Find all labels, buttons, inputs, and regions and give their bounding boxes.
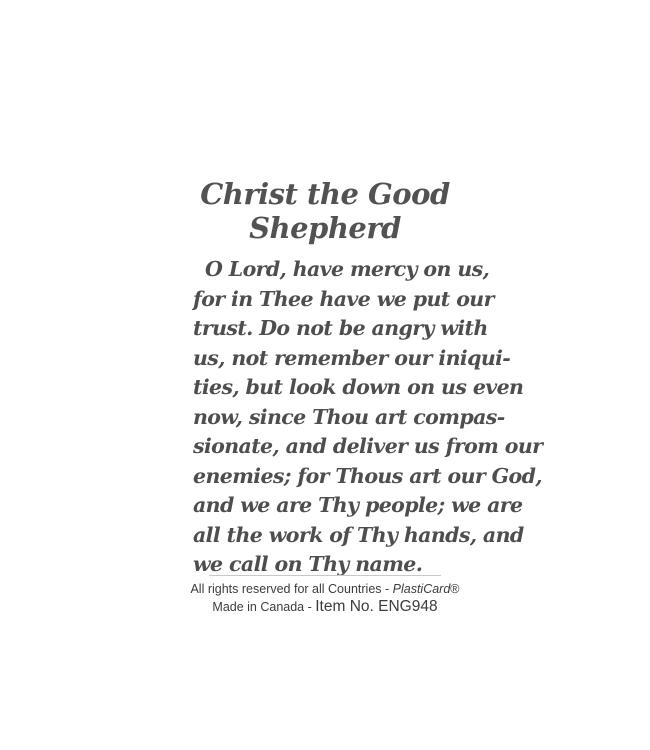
item-info	[0, 597, 650, 617]
card-title-line-1: Christ the Good	[200, 177, 450, 211]
prayer-line: us, not remember our iniqui-	[193, 345, 511, 370]
item-number: Item No. ENG948	[315, 598, 438, 615]
rights-notice	[0, 580, 650, 598]
card-title-line-2: Shepherd	[249, 211, 401, 245]
prayer-line: ties, but look down on us even	[193, 375, 524, 399]
brand-name: PlastiCard	[392, 582, 451, 596]
prayer-line: trust. Do not be angry with	[193, 316, 488, 340]
registered-mark: ®	[450, 582, 460, 596]
prayer-line: enemies; for Thous art our God,	[193, 463, 542, 488]
prayer-line: and we are Thy people; we are	[193, 493, 523, 517]
prayer-line: we call on Thy name.	[193, 552, 423, 576]
footer-divider	[209, 575, 441, 576]
made-in-text: Made in Canada -	[212, 600, 316, 614]
prayer-line: sionate, and deliver us from our	[193, 434, 543, 458]
prayer-text	[193, 255, 543, 580]
prayer-line: now, since Thou art compas-	[193, 404, 505, 429]
prayer-line: O Lord, have mercy on us,	[205, 257, 490, 281]
prayer-line: for in Thee have we put our	[193, 286, 494, 311]
prayer-line: all the work of Thy hands, and	[193, 522, 524, 547]
rights-text: All rights reserved for all Countries -	[190, 582, 393, 596]
